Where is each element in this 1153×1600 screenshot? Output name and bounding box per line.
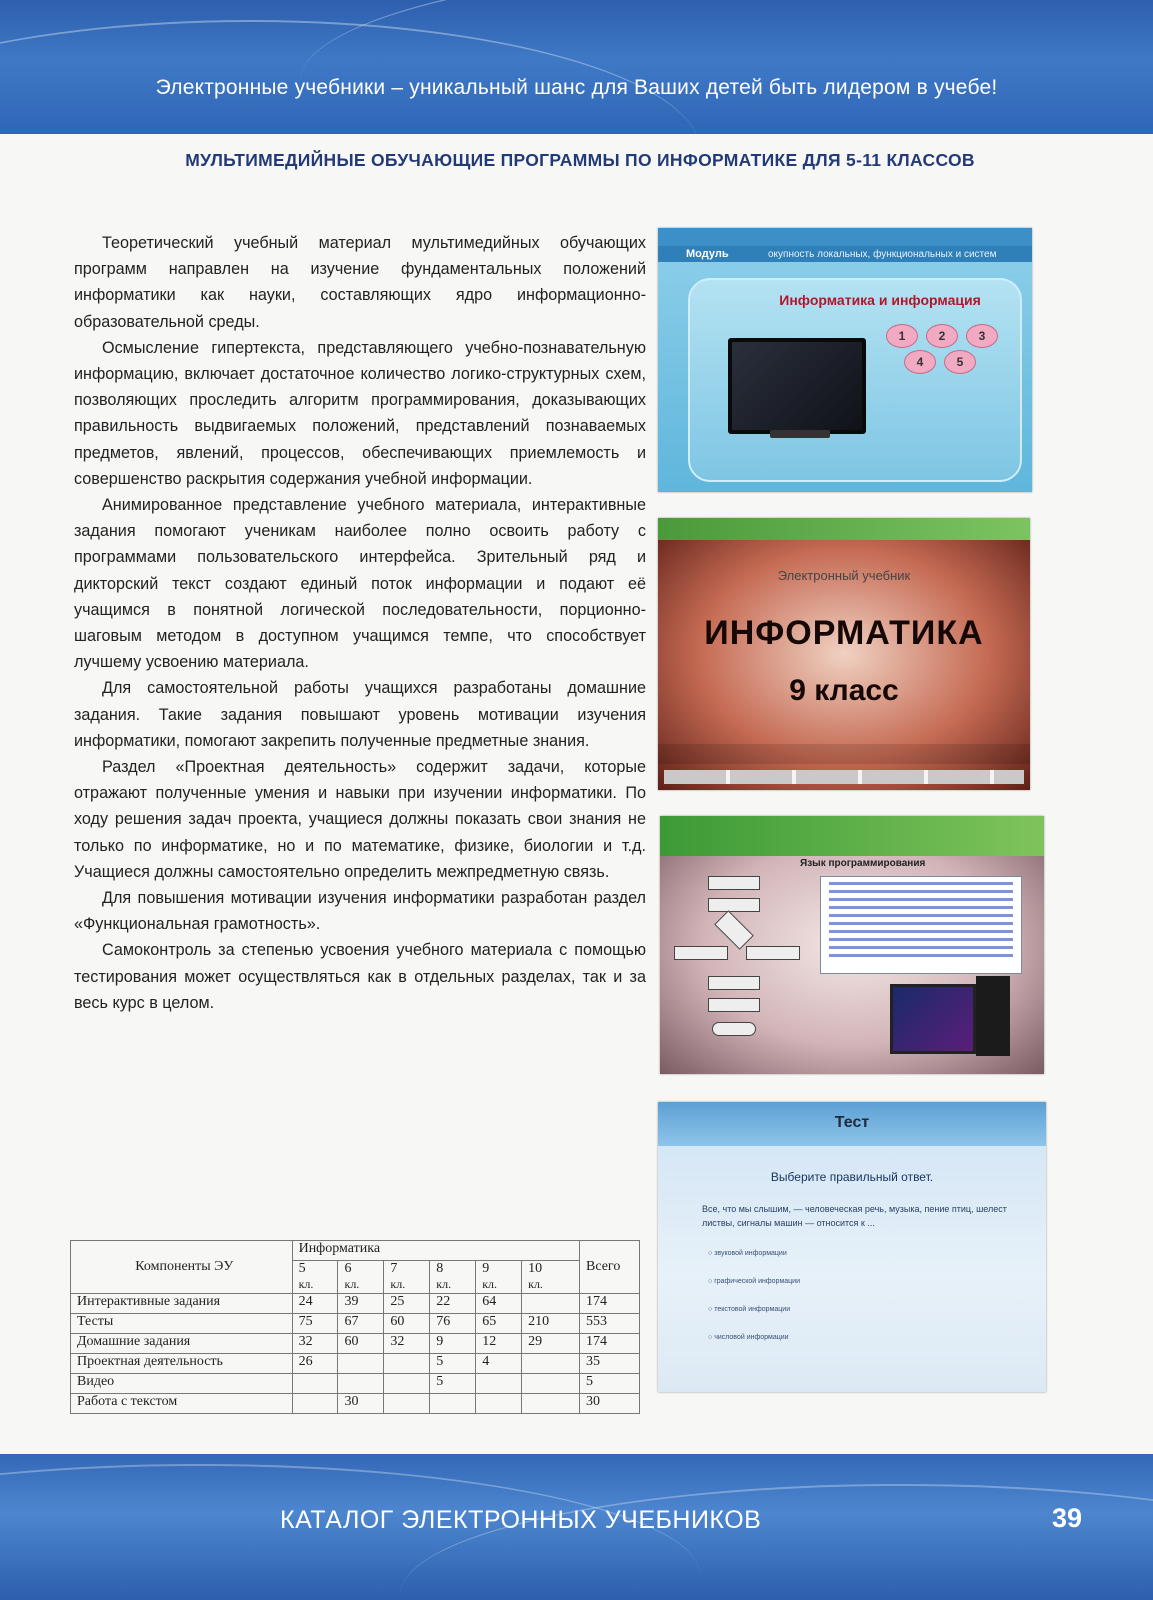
table-cell: 4 [476,1354,522,1374]
table-cell: 22 [430,1294,476,1314]
paragraph: Для самостоятельной работы учащихся разработаны домашние задания. Такие задания повышают уровень мотивации изучения информатики, помогают закрепить полученные предметные знания. [74,679,646,750]
table-cell: 30 [338,1394,384,1414]
components-table [70,1240,640,1414]
answer-option: ○ текстовой информации [708,1306,791,1313]
table-cell: 32 [384,1334,430,1354]
row-label: Домашние задания [71,1334,293,1354]
grade-header: 8 кл. [430,1261,476,1294]
table-cell: 29 [522,1334,580,1354]
flowchart-end [712,1022,756,1036]
banner-swoosh [300,0,1153,134]
table-row [71,1314,640,1334]
catalog-title: КАТАЛОГ ЭЛЕКТРОННЫХ УЧЕБНИКОВ [280,1506,762,1534]
table-cell [522,1294,580,1314]
table-cell [338,1354,384,1374]
navigation-buttons [664,770,1024,784]
answer-option: ○ графической информации [708,1278,800,1285]
topic-button: 5 [944,350,976,374]
paragraph: Раздел «Проектная деятельность» содержит задачи, которые отражают полученные умения и навыки при изучении информатики. По ходу решения задач проекта, учащиеся должны показать свои знания не только по информатике, но и по математике, физике, биологии и т.д. Учащиеся должны самостоятельно определить межпредметную связь. [74,758,646,881]
answer-option: ○ числовой информации [708,1334,789,1341]
table-cell [522,1394,580,1414]
screenshot-test [658,1102,1046,1392]
table-cell: 76 [430,1314,476,1334]
grade-header: 5 кл. [292,1261,338,1294]
table-cell-total: 35 [580,1354,640,1374]
table-cell: 9 [430,1334,476,1354]
section-title: МУЛЬТИМЕДИЙНЫЕ ОБУЧАЮЩИЕ ПРОГРАММЫ ПО ИНФОРМАТИКЕ ДЛЯ 5-11 КЛАССОВ [185,150,975,170]
grade-header: 9 кл. [476,1261,522,1294]
grade-header: 10 кл. [522,1261,580,1294]
table-cell-total: 553 [580,1314,640,1334]
slide-title: Язык программирования [800,858,926,869]
table-cell: 60 [384,1314,430,1334]
topic-button: 4 [904,350,936,374]
table-cell [338,1374,384,1394]
table-cell [430,1394,476,1414]
table-cell [292,1394,338,1414]
flowchart-condition [714,910,754,950]
table-cell: 5 [430,1374,476,1394]
flowchart-block [708,998,760,1012]
table-cell: 65 [476,1314,522,1334]
table-cell [522,1354,580,1374]
table-cell: 39 [338,1294,384,1314]
paragraph: Самоконтроль за степенью усвоения учебного материала с помощью тестирования может осуществляться как в отдельных разделах, так и за весь курс в целом. [74,941,646,1012]
cover-subtitle: Электронный учебник [777,568,911,583]
screenshot-textbook-cover [658,518,1030,790]
paragraph: Осмысление гипертекста, представляющего учебно-познавательную информацию, включает достаточное количество логико-структурных схем, позволяющих проследить алгоритм программирования, доказывающих правильность выдвигаемых положений, представлений познаваемых предметов, явлений, процессов, обеспечивающих приемлемость и совершенство раскрытия содержания учебной информации. [74,338,646,488]
top-banner [0,0,1153,134]
table-cell [522,1374,580,1394]
flowchart-block [674,946,728,960]
table-cell [384,1354,430,1374]
flowchart-block [708,898,760,912]
topic-button: 1 [886,324,918,348]
table-cell: 210 [522,1314,580,1334]
table-row [71,1374,640,1394]
app-title-bar [658,228,1032,246]
cover-footer [658,744,1030,764]
module-text: окупность локальных, функциональных и систем [768,249,997,260]
computer-tower-illustration [976,976,1010,1056]
table-cell: 75 [292,1314,338,1334]
answer-option: ○ звуковой информации [708,1250,787,1257]
screenshot-informatics-module [658,228,1032,492]
cover-title: ИНФОРМАТИКА [704,614,984,652]
paragraph: Анимированное представление учебного материала, интерактивные задания помогают ученикам наиболее полно освоить работу с программами пользовательского интерфейса. Зрительный ряд и дикторский текст создают единый поток информации и подают её учащимся в понятной логической последовательности, порционно-шаговым методом в доступном учащимся темпе, что способствует лучшему усвоению материала. [74,496,646,672]
flowchart-block [708,876,760,890]
app-title-bar [658,518,1030,540]
table-row [71,1394,640,1414]
table-cell-total: 174 [580,1334,640,1354]
row-label: Работа с текстом [71,1394,293,1414]
table-cell: 25 [384,1294,430,1314]
row-label: Тесты [71,1314,293,1334]
paragraph: Для повышения мотивации изучения информатики разработан раздел «Функциональная грамотность». [74,889,646,934]
test-question: Все, что мы слышим, — человеческая речь, музыка, пение птиц, шелест листвы, сигналы машин — относится к ... [702,1204,1007,1228]
table-cell [476,1394,522,1414]
table-cell: 32 [292,1334,338,1354]
table-cell: 67 [338,1314,384,1334]
flowchart-block [708,976,760,990]
table-cell: 26 [292,1354,338,1374]
keyboard-illustration [770,430,830,438]
table-cell [476,1374,522,1394]
lesson-title: Информатика и информация [779,292,981,308]
table-row [71,1354,640,1374]
table-header-components: Компоненты ЭУ [71,1241,293,1294]
table-header-subject: Информатика [292,1241,579,1261]
table-cell-total: 5 [580,1374,640,1394]
body-text [74,230,646,1016]
test-title: Тест [834,1114,870,1131]
row-label: Интерактивные задания [71,1294,293,1314]
app-title-bar [660,816,1044,856]
banner-tagline: Электронные учебники – уникальный шанс для Ваших детей быть лидером в учебе! [155,76,998,99]
table-cell [292,1374,338,1394]
table-cell: 5 [430,1354,476,1374]
row-label: Проектная деятельность [71,1354,293,1374]
screenshot-programming-language [660,816,1044,1074]
page-number: 39 [1052,1503,1083,1533]
table-header-total: Всего [580,1241,640,1294]
table-cell: 64 [476,1294,522,1314]
computer-illustration [890,984,976,1054]
table-cell [384,1394,430,1414]
table-row [71,1294,640,1314]
table-row [71,1334,640,1354]
flowchart-block [746,946,800,960]
test-instruction: Выберите правильный ответ. [770,1170,934,1184]
cover-grade: 9 класс [789,674,899,707]
paragraph: Теоретический учебный материал мультимедийных обучающих программ направлен на изучение фундаментальных положений информатики как науки, составляющих ядро информационно-образовательной среды. [74,234,646,331]
table-cell-total: 30 [580,1394,640,1414]
module-label: Модуль [686,248,729,260]
monitor-illustration [728,338,866,434]
topic-button: 2 [926,324,958,348]
table-cell: 12 [476,1334,522,1354]
table-cell: 60 [338,1334,384,1354]
table-cell [384,1374,430,1394]
grade-header: 7 кл. [384,1261,430,1294]
topic-button: 3 [966,324,998,348]
code-window [820,876,1022,974]
table-cell-total: 174 [580,1294,640,1314]
grade-header: 6 кл. [338,1261,384,1294]
table-cell: 24 [292,1294,338,1314]
row-label: Видео [71,1374,293,1394]
